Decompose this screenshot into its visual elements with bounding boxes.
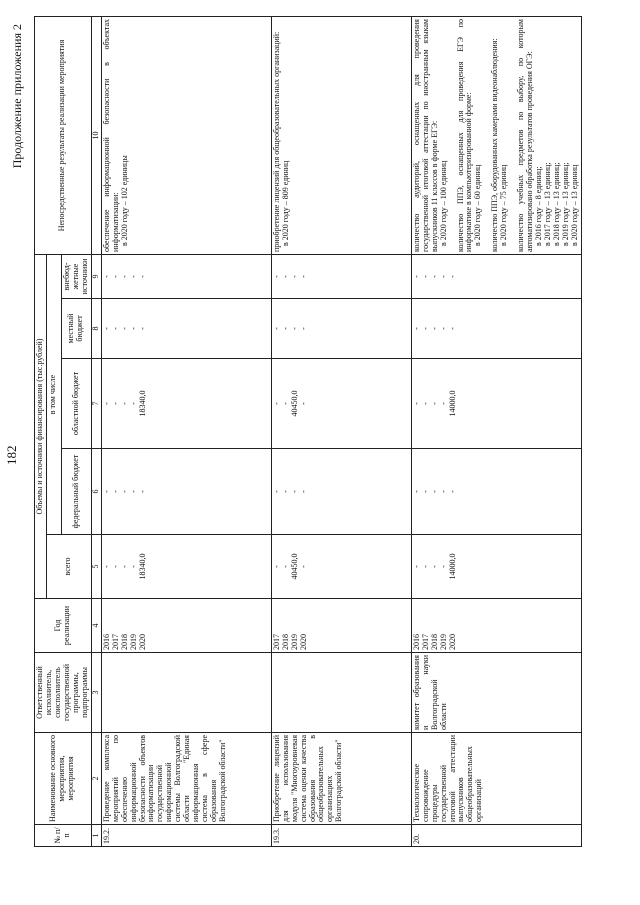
federal-value: - [101, 490, 111, 493]
year-value: 2019 [128, 634, 138, 650]
row-total [101, 535, 271, 599]
row-regional [411, 359, 581, 449]
local-value: - [119, 327, 129, 330]
extra-value: - [298, 275, 308, 278]
extra-value: - [137, 275, 147, 278]
header-total: всего [46, 535, 91, 599]
local-value: - [429, 327, 439, 330]
extra-value: - [420, 275, 430, 278]
local-value: - [420, 327, 430, 330]
table-row [101, 17, 271, 847]
row-regional [101, 359, 271, 449]
row-executor [101, 653, 271, 733]
row-years [271, 599, 411, 653]
row-federal [271, 449, 411, 535]
total-value: 18340,0 [137, 553, 147, 580]
federal-value: - [280, 490, 290, 493]
local-value: - [128, 327, 138, 330]
col-number: 9 [91, 255, 101, 299]
row-extra [271, 255, 411, 299]
result-line: обеспечение информационной безопасности в объектах информатизации: [101, 19, 120, 252]
total-value: - [271, 565, 281, 568]
col-number: 1 [91, 825, 101, 847]
year-value: 2017 [420, 634, 430, 650]
year-value: 2017 [271, 634, 281, 650]
total-value: - [438, 565, 448, 568]
total-value: - [429, 565, 439, 568]
row-num: 19.3. [271, 825, 411, 847]
total-value: - [298, 565, 308, 568]
row-extra [101, 255, 271, 299]
federal-value: - [438, 490, 448, 493]
result-line: в 2016 году – 8 единиц; [534, 166, 544, 246]
result-line: в 2020 году – 60 единиц [473, 164, 483, 246]
year-value: 2020 [447, 634, 457, 650]
col-number: 8 [91, 299, 101, 359]
row-num: 20. [411, 825, 581, 847]
regional-value: - [420, 402, 430, 405]
row-num: 19.2. [101, 825, 271, 847]
regional-value: - [298, 402, 308, 405]
regional-value: 40450,0 [289, 390, 299, 417]
result-line: в 2020 году – 102 единицы [119, 155, 129, 246]
year-value: 2018 [119, 634, 129, 650]
extra-value: - [101, 275, 111, 278]
header-executor: Ответственный исполнитель, соисполнитель государственной программы, подпрограммы [35, 653, 92, 733]
extra-value: - [289, 275, 299, 278]
result-line: в 2020 году – 13 единиц [570, 164, 580, 246]
result-line: количество аудиторий, оснащенных для проведения государственной итоговой аттестации по иностранным языкам выпускников 11 классов в форме ЕГЭ: [411, 19, 439, 252]
row-name: Приобретение лицензий для использования модуля "Многоуровневая система оценки качества образования в общеобразовательных организациях Волгоградской области" [271, 733, 411, 825]
header-federal: федеральный бюджет [61, 449, 91, 535]
local-value: - [101, 327, 111, 330]
regional-value: - [280, 402, 290, 405]
header-year: Год реализации [35, 599, 92, 653]
result-line: количество ППЭ, оборудованных камерами видеонаблюдения: [490, 38, 500, 252]
regional-value: - [411, 402, 421, 405]
header-including: в том числе [46, 255, 61, 535]
result-line: в 2020 году – 75 единиц [499, 164, 509, 246]
row-extra [411, 255, 581, 299]
local-value: - [438, 327, 448, 330]
table-row [411, 17, 581, 847]
header-num: № п/п [35, 825, 92, 847]
result-block [491, 19, 509, 252]
row-executor: комитет образования и науки Волгоградской области [411, 653, 581, 733]
year-value: 2019 [438, 634, 448, 650]
header-funding: Объемы и источники финансирования (тыс.рублей) [35, 255, 47, 599]
result-line: в 2017 году – 13 единиц; [543, 162, 553, 246]
federal-value: - [110, 490, 120, 493]
year-value: 2016 [101, 634, 111, 650]
regional-value: - [101, 402, 111, 405]
total-value: - [101, 565, 111, 568]
local-value: - [289, 327, 299, 330]
regional-value: - [110, 402, 120, 405]
extra-value: - [110, 275, 120, 278]
row-regional [271, 359, 411, 449]
regional-value: 18340,0 [137, 390, 147, 417]
col-number: 5 [91, 535, 101, 599]
col-number: 2 [91, 733, 101, 825]
extra-value: - [429, 275, 439, 278]
local-value: - [411, 327, 421, 330]
header-extra: внебюд-жетные источники [61, 255, 91, 299]
local-value: - [298, 327, 308, 330]
extra-value: - [128, 275, 138, 278]
row-results [101, 17, 271, 255]
total-value: - [119, 565, 129, 568]
result-line: в 2020 году – 809 единиц [280, 160, 290, 246]
row-name: Проведение комплекса мероприятий по обеспечению информационной безопасности объектов информатизации государственной информационной системы Волгоградской области "Единая информационная система в сфере образования Волгоградской области" [101, 733, 271, 825]
federal-value: - [137, 490, 147, 493]
regional-value: - [271, 402, 281, 405]
col-number: 7 [91, 359, 101, 449]
row-results [271, 17, 411, 255]
year-value: 2019 [289, 634, 299, 650]
federal-value: - [411, 490, 421, 493]
total-value: - [280, 565, 290, 568]
result-line: в 2020 году – 100 единиц [438, 160, 448, 246]
regional-value: 14000,0 [447, 390, 457, 417]
col-number: 3 [91, 653, 101, 733]
header-results: Непосредственные результаты реализации мероприятия [35, 17, 92, 255]
total-value: - [110, 565, 120, 568]
federal-value: - [128, 490, 138, 493]
year-value: 2020 [298, 634, 308, 650]
extra-value: - [119, 275, 129, 278]
header-local: местный бюджет [61, 299, 91, 359]
federal-value: - [119, 490, 129, 493]
local-value: - [280, 327, 290, 330]
row-years [101, 599, 271, 653]
result-line: в 2018 году – 13 единиц; [552, 162, 562, 246]
regional-value: - [119, 402, 129, 405]
federal-value: - [271, 490, 281, 493]
federal-value: - [420, 490, 430, 493]
federal-value: - [298, 490, 308, 493]
extra-value: - [438, 275, 448, 278]
continuation-label: Продолжение приложения 2 [10, 24, 24, 169]
federal-value: - [289, 490, 299, 493]
regional-value: - [128, 402, 138, 405]
extra-value: - [411, 275, 421, 278]
col-number: 4 [91, 599, 101, 653]
row-total [411, 535, 581, 599]
extra-value: - [280, 275, 290, 278]
local-value: - [271, 327, 281, 330]
year-value: 2016 [411, 634, 421, 650]
result-block [413, 19, 449, 252]
table-row [271, 17, 411, 847]
row-total [271, 535, 411, 599]
result-line: в 2019 году – 13 единиц; [561, 162, 571, 246]
regional-value: - [429, 402, 439, 405]
year-value: 2018 [429, 634, 439, 650]
row-federal [101, 449, 271, 535]
result-line: количество учебных предметов по выбору, по которым автоматизировано обработка результатов проведения ОГЭ: [516, 19, 535, 252]
total-value: 40450,0 [289, 553, 299, 580]
result-block [457, 19, 484, 252]
total-value: - [420, 565, 430, 568]
page-number: 182 [4, 445, 19, 465]
federal-value: - [447, 490, 457, 493]
regional-value: - [438, 402, 448, 405]
year-value: 2018 [280, 634, 290, 650]
row-local [101, 299, 271, 359]
result-block [517, 19, 580, 252]
header-regional: областной бюджет [61, 359, 91, 449]
col-number: 10 [91, 17, 101, 255]
row-results [411, 17, 581, 255]
local-value: - [447, 327, 457, 330]
header-name: Наименование основного мероприятия, мероприятия [35, 733, 92, 825]
local-value: - [137, 327, 147, 330]
total-value: 14000,0 [447, 553, 457, 580]
program-table [34, 16, 582, 847]
row-local [271, 299, 411, 359]
federal-value: - [429, 490, 439, 493]
extra-value: - [447, 275, 457, 278]
extra-value: - [271, 275, 281, 278]
row-federal [411, 449, 581, 535]
result-line: количество ППЭ, оснащенных для проведения ЕГЭ по информатике в компьютеризированной форме: [455, 19, 474, 252]
year-value: 2017 [110, 634, 120, 650]
local-value: - [110, 327, 120, 330]
total-value: - [411, 565, 421, 568]
column-numbers-row [91, 17, 101, 847]
row-name: Технологическое сопровождение процедуры государственной итоговой аттестации выпускников общеобразовательных организаций [411, 733, 581, 825]
row-local [411, 299, 581, 359]
row-years [411, 599, 581, 653]
total-value: - [128, 565, 138, 568]
year-value: 2020 [137, 634, 147, 650]
result-line: приобретение лицензий для общеобразовательных организаций: [271, 31, 281, 252]
row-executor [271, 653, 411, 733]
col-number: 6 [91, 449, 101, 535]
